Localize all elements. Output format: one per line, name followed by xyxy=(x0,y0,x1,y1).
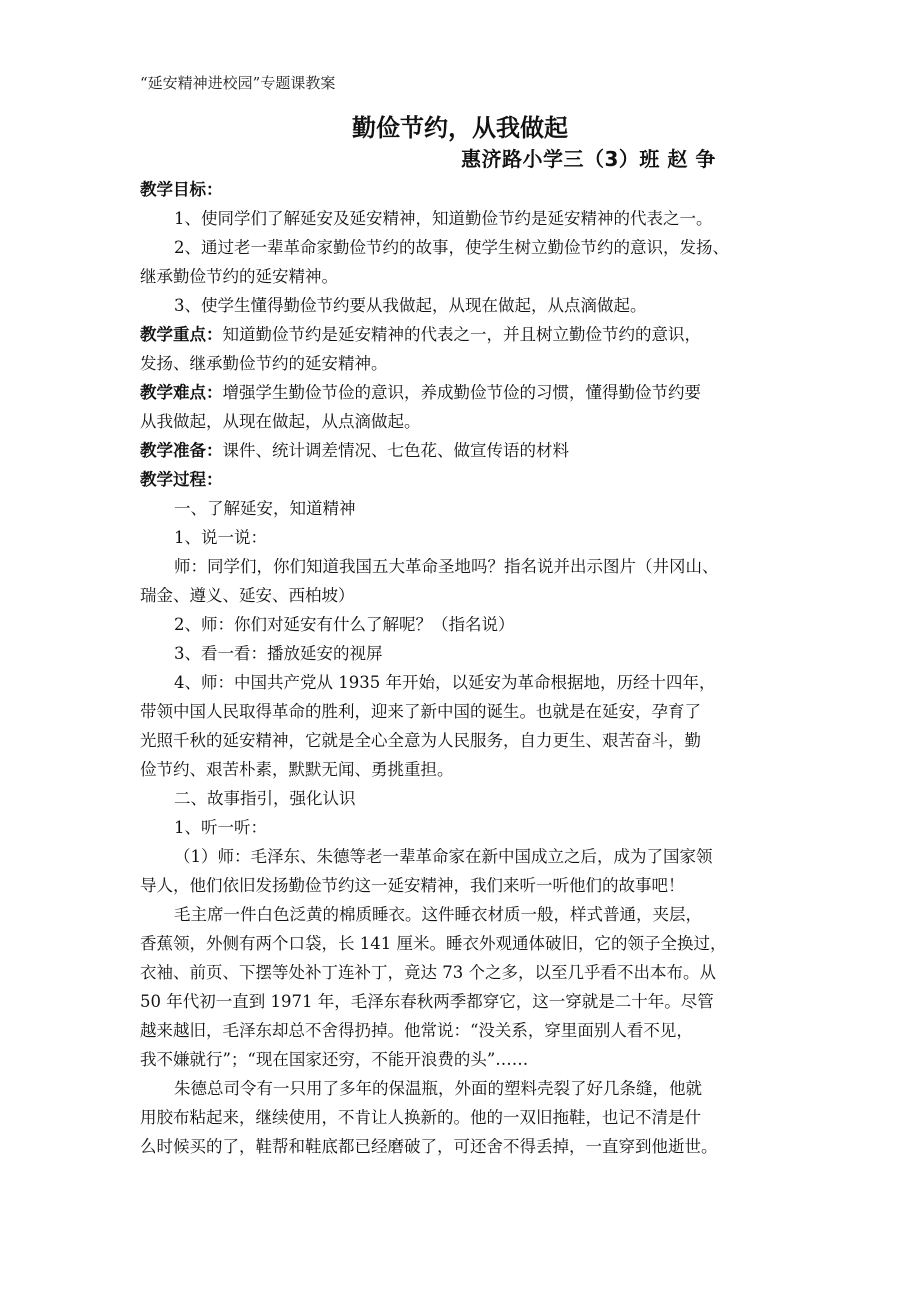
paragraph-line: 二、故事指引，强化认识 xyxy=(174,789,356,808)
paragraph-line: 1、听一听： xyxy=(174,818,267,837)
header-note: “延安精神进校园”专题课教案 xyxy=(140,74,336,92)
paragraph-line: 继承勤俭节约的延安精神。 xyxy=(140,267,338,286)
paragraph-line: 瑞金、遵义、延安、西柏坡） xyxy=(140,586,355,605)
paragraph-line xyxy=(140,320,785,349)
paragraph-line: 俭节约、艰苦朴素，默默无闻、勇挑重担。 xyxy=(140,760,454,779)
paragraph-line: 我不嫌就行”；“现在国家还穷，不能开浪费的头”…… xyxy=(140,1050,529,1069)
paragraph-line: 师：同学们，你们知道我国五大革命圣地吗？指名说并出示图片（井冈山、 xyxy=(174,557,719,576)
paragraph-line: 2、通过老一辈革命家勤俭节约的故事，使学生树立勤俭节约的意识，发扬、 xyxy=(174,238,729,257)
paragraph-line: 一、了解延安，知道精神 xyxy=(174,499,356,518)
paragraph-line: 香蕉领，外侧有两个口袋，长 141 厘米。睡衣外观通体破旧，它的领子全换过， xyxy=(140,934,727,953)
section-label: 教学难点： xyxy=(140,383,223,402)
paragraph-line: （1）师：毛泽东、朱德等老一辈革命家在新中国成立之后，成为了国家领 xyxy=(174,847,713,866)
paragraph-line: 1、说一说： xyxy=(174,528,267,547)
paragraph-line: 朱德总司令有一只用了多年的保温瓶，外面的塑料壳裂了好几条缝，他就 xyxy=(174,1079,702,1098)
paragraph-line: 3、使学生懂得勤俭节约要从我做起，从现在做起，从点滴做起。 xyxy=(174,296,647,315)
paragraph-line: 毛主席一件白色泛黄的棉质睡衣。这件睡衣材质一般，样式普通，夹层， xyxy=(174,905,702,924)
document-body xyxy=(140,175,785,1161)
paragraph-line: 50 年代初一直到 1971 年，毛泽东春秋两季都穿它，这一穿就是二十年。尽管 xyxy=(140,992,714,1011)
paragraph-line: 用胶布粘起来，继续使用，不肯让人换新的。他的一双旧拖鞋，也记不清是什 xyxy=(140,1108,701,1127)
section-label: 教学过程： xyxy=(140,470,223,489)
paragraph-line: 光照千秋的延安精神，它就是全心全意为人民服务，自力更生、艰苦奋斗，勤 xyxy=(140,731,701,750)
section-label: 教学重点： xyxy=(140,325,223,344)
section-label: 教学目标： xyxy=(140,180,223,199)
paragraph-line xyxy=(140,175,785,204)
section-label: 教学准备： xyxy=(140,441,223,460)
paragraph-line: 发扬、继承勤俭节约的延安精神。 xyxy=(140,354,388,373)
paragraph-line: 带领中国人民取得革命的胜利，迎来了新中国的诞生。也就是在延安，孕育了 xyxy=(140,702,701,721)
author-byline: 惠济路小学三（3）班 赵 争 xyxy=(461,147,716,171)
document-title: 勤俭节约，从我做起 xyxy=(352,114,568,142)
paragraph-line xyxy=(140,465,785,494)
paragraph-line xyxy=(140,378,785,407)
paragraph-line: 3、看一看：播放延安的视屏 xyxy=(174,644,383,663)
section-text: 课件、统计调差情况、七色花、做宣传语的材料 xyxy=(222,441,569,460)
paragraph-line: 1、使同学们了解延安及延安精神，知道勤俭节约是延安精神的代表之一。 xyxy=(174,209,713,228)
paragraph-line: 越来越旧，毛泽东却总不舍得扔掉。他常说：“没关系，穿里面别人看不见， xyxy=(140,1021,693,1040)
paragraph-line: 么时候买的了，鞋帮和鞋底都已经磨破了，可还舍不得丢掉，一直穿到他逝世。 xyxy=(140,1137,718,1156)
paragraph-line: 衣袖、前页、下摆等处补丁连补丁，竟达 73 个之多，以至几乎看不出本布。从 xyxy=(140,963,716,982)
section-text: 知道勤俭节约是延安精神的代表之一，并且树立勤俭节约的意识， xyxy=(222,325,701,344)
paragraph-line: 2、师：你们对延安有什么了解呢？（指名说） xyxy=(174,615,515,634)
paragraph-line: 4、师：中国共产党从 1935 年开始，以延安为革命根据地，历经十四年， xyxy=(174,673,716,692)
paragraph-line xyxy=(140,436,785,465)
paragraph-line: 从我做起，从现在做起，从点滴做起。 xyxy=(140,412,421,431)
section-text: 增强学生勤俭节俭的意识，养成勤俭节俭的习惯，懂得勤俭节约要 xyxy=(222,383,701,402)
paragraph-line: 导人，他们依旧发扬勤俭节约这一延安精神，我们来听一听他们的故事吧！ xyxy=(140,876,685,895)
